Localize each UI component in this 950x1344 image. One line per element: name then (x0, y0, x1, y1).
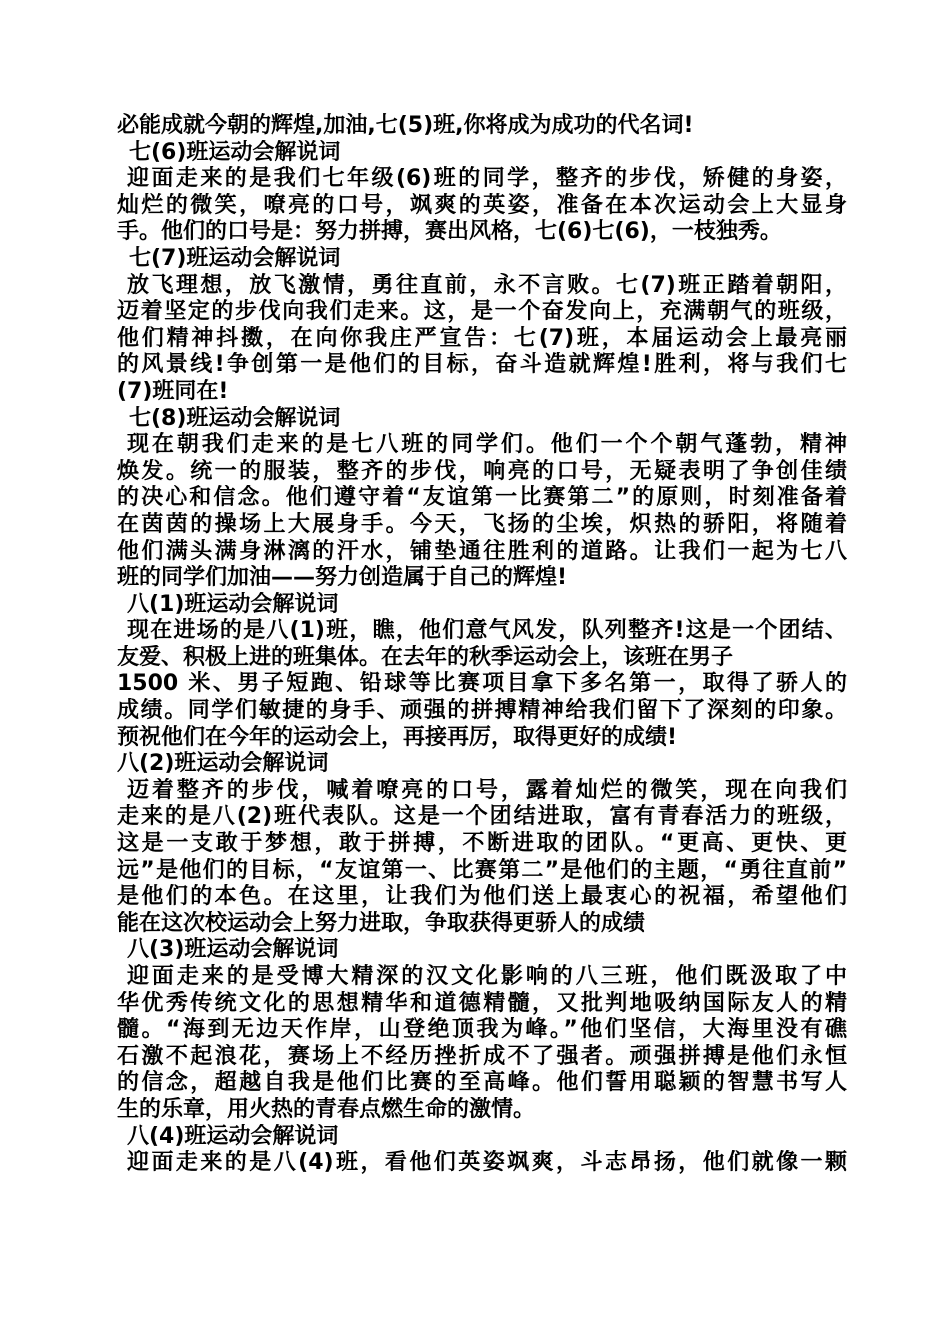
text-line: 的信念，超越自我是他们比赛的至高峰。他们誓用聪颖的智慧书写人 (117, 1070, 847, 1096)
text-line: 是他们的本色。在这里，让我们为他们送上最衷心的祝福，希望他们 (117, 884, 847, 910)
text-line: 迎面走来的是我们七年级(6)班的同学，整齐的步伐，矫健的身姿， (127, 166, 847, 192)
section-heading-class-8-3: 八(3)班运动会解说词 (127, 937, 339, 963)
text-line: 髓。“海到无边天作岸，山登绝顶我为峰。”他们坚信，大海里没有礁 (117, 1017, 847, 1043)
text-line: 能在这次校运动会上努力进取，争取获得更骄人的成绩 (117, 910, 646, 936)
text-line: 迈着坚定的步伐向我们走来。这，是一个奋发向上，充满朝气的班级， (117, 299, 847, 325)
section-heading-class-7-8: 七(8)班运动会解说词 (129, 405, 341, 431)
text-line: 现在朝我们走来的是七八班的同学们。他们一个个朝气蓬勃，精神 (127, 432, 847, 458)
text-line: 放飞理想，放飞激情，勇往直前，永不言败。七(7)班正踏着朝阳， (127, 272, 847, 298)
text-line: 灿烂的微笑，嘹亮的口号，飒爽的英姿，准备在本次运动会上大显身 (117, 192, 847, 218)
text-line: 的风景线!争创第一是他们的目标，奋斗造就辉煌!胜利，将与我们七 (117, 352, 847, 378)
text-line: 友爱、积极上进的班集体。在去年的秋季运动会上，该班在男子 (117, 644, 734, 670)
text-line: 必能成就今朝的辉煌,加油,七(5)班,你将成为成功的代名词! (117, 113, 694, 138)
section-heading-class-7-6: 七(6)班运动会解说词 (129, 139, 341, 165)
text-line: 成绩。同学们敏捷的身手、顽强的拼搏精神给我们留下了深刻的印象。 (117, 698, 847, 724)
text-line: 手。他们的口号是：努力拼搏，赛出风格，七(6)七(6)，一枝独秀。 (117, 219, 782, 245)
text-line: 在茵茵的操场上大展身手。今天，飞扬的尘埃，炽热的骄阳，将随着 (117, 511, 847, 537)
text-line: 预祝他们在今年的运动会上，再接再厉，取得更好的成绩! (117, 724, 678, 750)
text-line: 走来的是八(2)班代表队。这是一个团结进取，富有青春活力的班级， (117, 804, 847, 830)
text-line: 现在进场的是八(1)班，瞧，他们意气风发，队列整齐!这是一个团结、 (127, 618, 847, 644)
text-line: 远”是他们的目标，“友谊第一、比赛第二”是他们的主题，“勇往直前” (117, 857, 847, 883)
text-line: 1500 米、男子短跑、铅球等比赛项目拿下多名第一，取得了骄人的 (117, 671, 847, 697)
text-line: 班的同学们加油——努力创造属于自己的辉煌! (117, 565, 568, 591)
text-line: 华优秀传统文化的思想精华和道德精髓，又批判地吸纳国际友人的精 (117, 990, 847, 1016)
text-line: 迈着整齐的步伐，喊着嘹亮的口号，露着灿烂的微笑，现在向我们 (127, 777, 847, 803)
text-line: 他们精神抖擞，在向你我庄严宣告：七(7)班，本届运动会上最亮丽 (117, 325, 847, 351)
text-line: 迎面走来的是受博大精深的汉文化影响的八三班，他们既汲取了中 (127, 964, 847, 989)
text-line: 的决心和信念。他们遵守着“友谊第一比赛第二”的原则，时刻准备着 (117, 485, 847, 511)
text-line: (7)班同在! (117, 378, 229, 404)
text-line: 焕发。统一的服装，整齐的步伐，响亮的口号，无疑表明了争创佳绩 (117, 458, 847, 484)
text-line: 迎面走来的是八(4)班，看他们英姿飒爽，斗志昂扬，他们就像一颗 (127, 1150, 847, 1176)
text-line: 他们满头满身淋漓的汗水，铺垫通往胜利的道路。让我们一起为七八 (117, 538, 847, 564)
section-heading-class-8-2: 八(2)班运动会解说词 (117, 751, 329, 777)
text-line: 这是一支敢于梦想，敢于拼搏，不断进取的团队。“更高、更快、更 (117, 831, 847, 857)
section-heading-class-8-4: 八(4)班运动会解说词 (127, 1123, 339, 1149)
section-heading-class-7-7: 七(7)班运动会解说词 (129, 245, 341, 271)
text-line: 石激不起浪花，赛场上不经历挫折成不了强者。顽强拼搏是他们永恒 (117, 1043, 847, 1069)
section-heading-class-8-1: 八(1)班运动会解说词 (127, 591, 339, 617)
document-body (117, 113, 847, 1177)
text-line: 生的乐章，用火热的青春点燃生命的激情。 (117, 1096, 536, 1122)
